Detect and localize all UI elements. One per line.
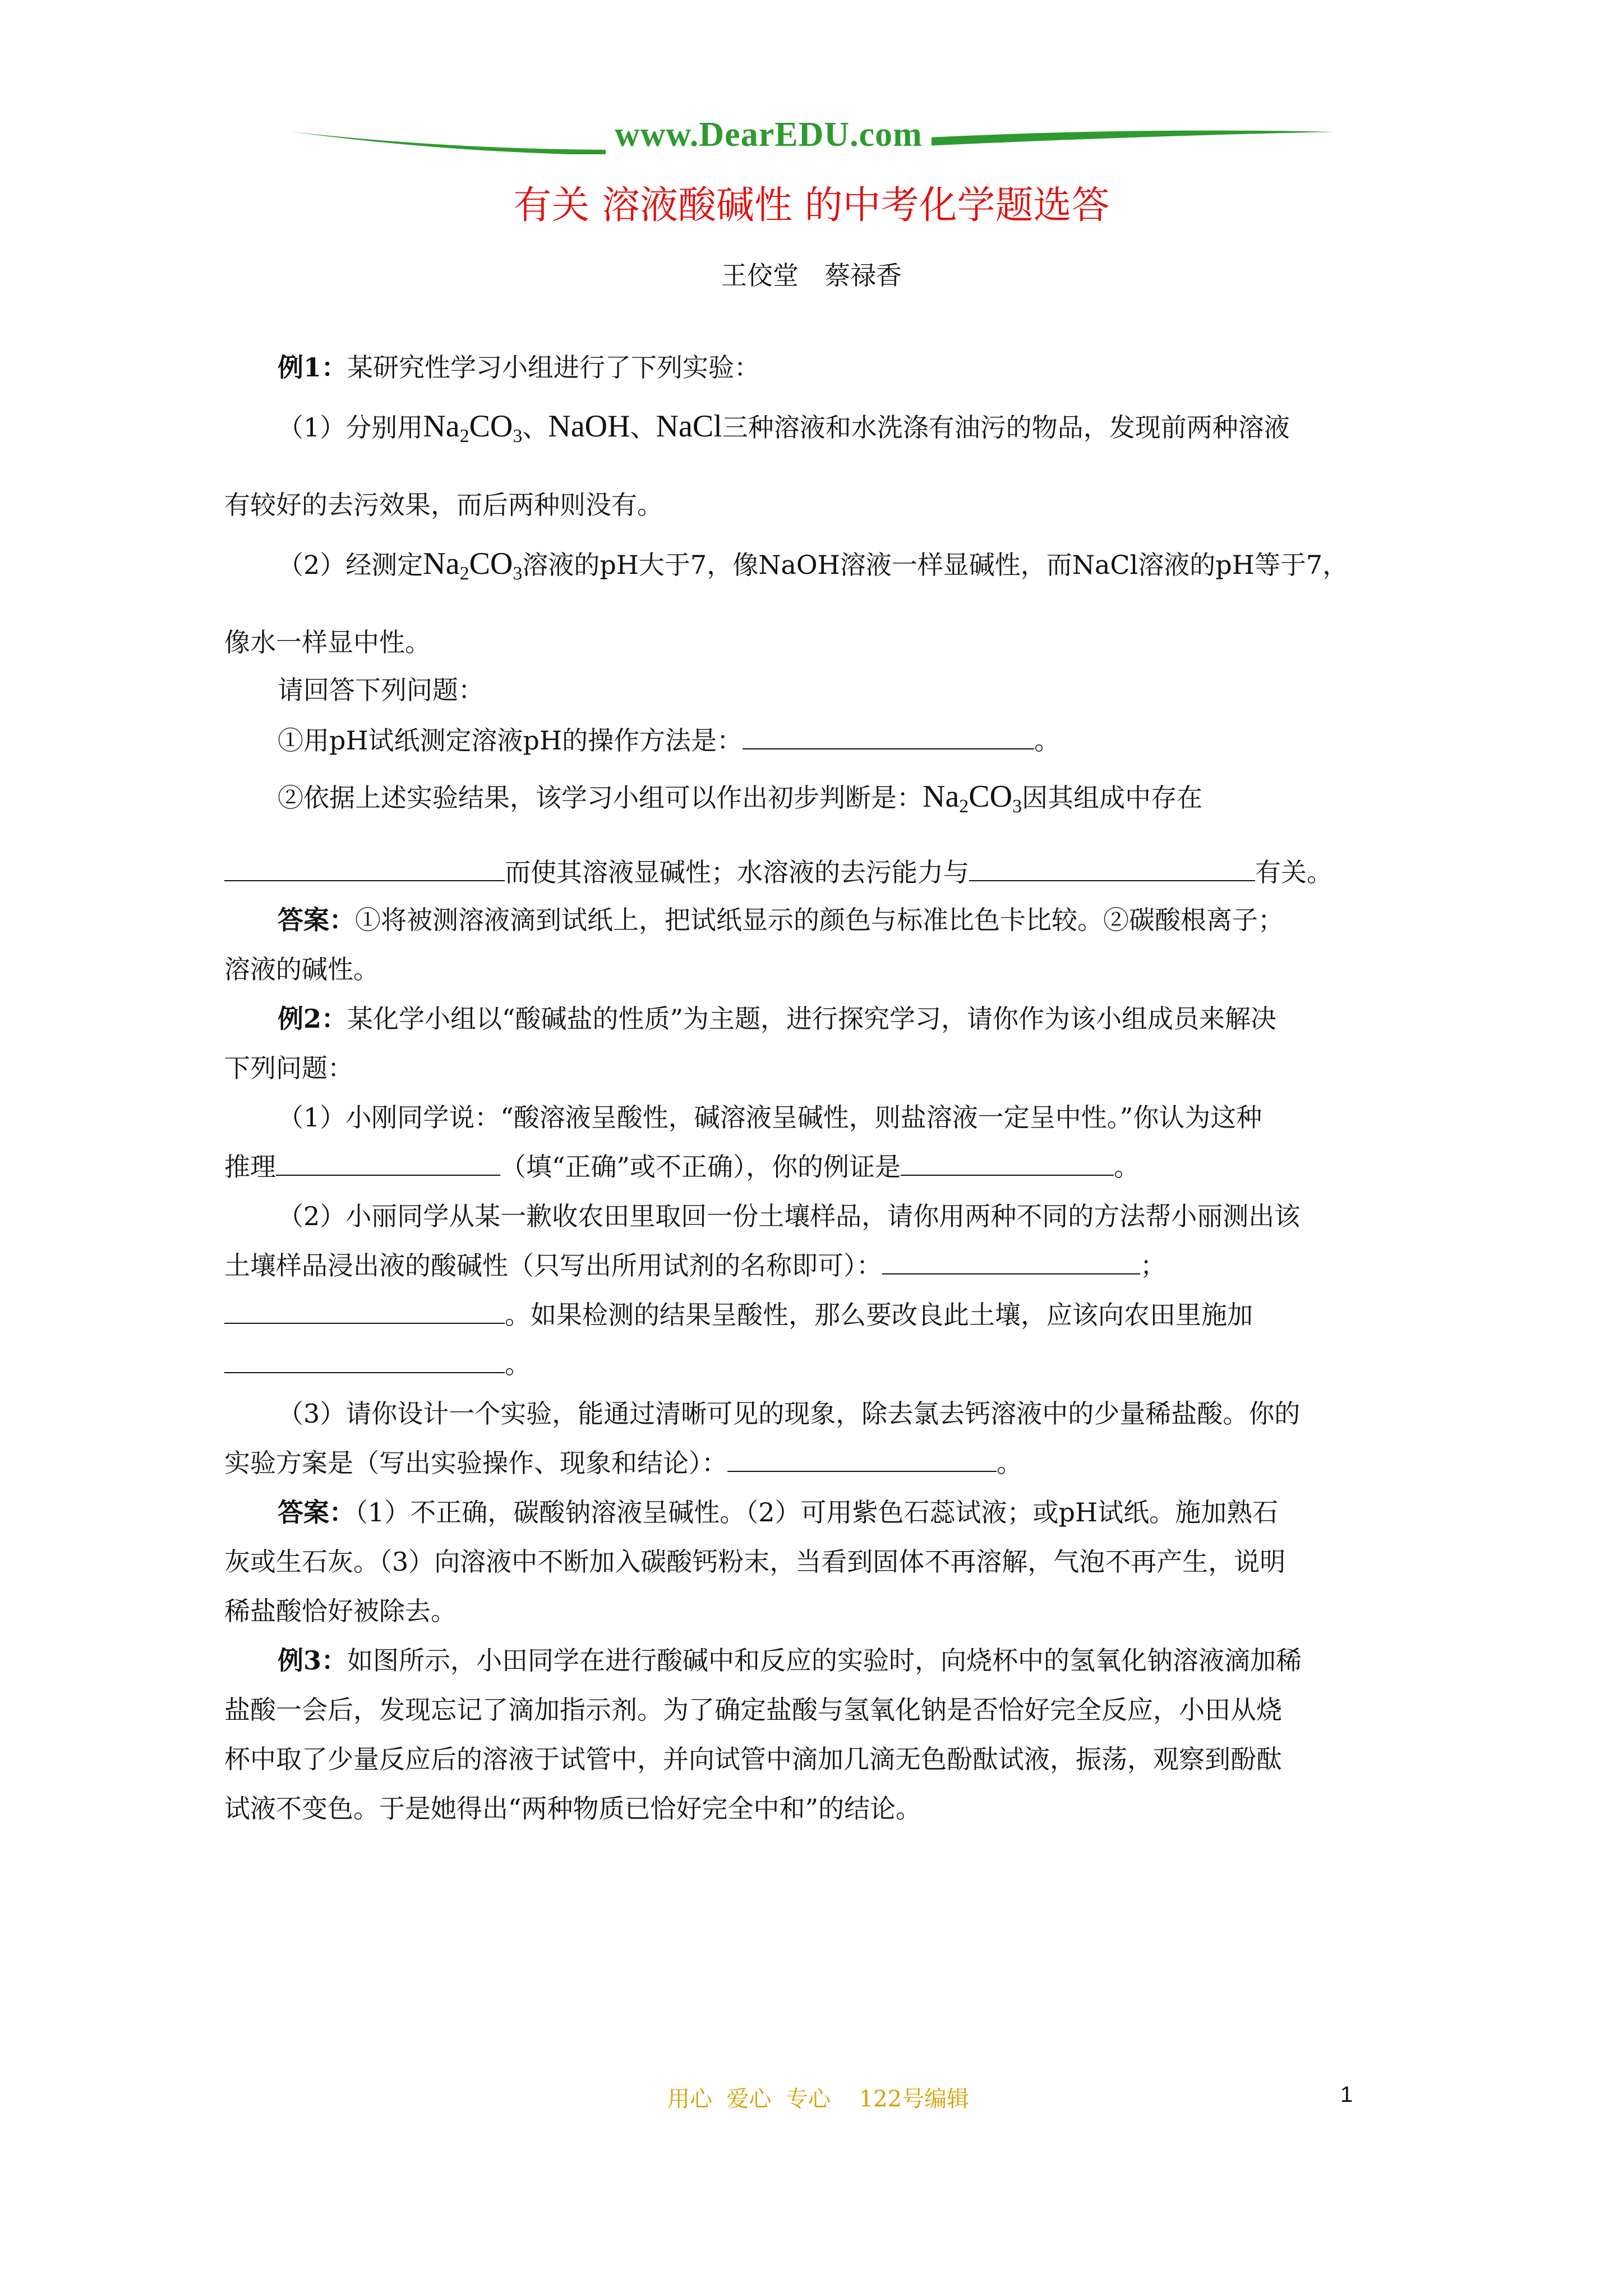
formula-naoh: NaOH [548, 409, 630, 444]
ex2-q1-line2: 推理 （填“正确”或不正确），你的例证是 。 [224, 1152, 1140, 1182]
ex2-intro-line2: 下列问题： [224, 1053, 353, 1083]
formula-na2co3: $Na_2CO_3$ [423, 546, 523, 584]
ex2-q1: （1）小刚同学说：“酸溶液呈酸性，碱溶液呈碱性，则盐溶液一定呈中性。”你认为这种 [278, 1102, 1262, 1133]
page-title: 有关 溶液酸碱性 的中考化学题选答 [513, 183, 1110, 228]
ex1-q2: ②依据上述实验结果，该学习小组可以作出初步判断是：$Na_2CO_3$因其组成中存在 [278, 779, 1203, 817]
page-number: 1 [1340, 2082, 1353, 2107]
ex1-answer: 答案：①将被测溶液滴到试纸上，把试纸显示的颜色与标准比色卡比较。②碳酸根离子； [278, 905, 1284, 935]
ex2-q2: （2）小丽同学从某一歉收农田里取回一份土壤样品，请你用两种不同的方法帮小丽测出该 [278, 1201, 1301, 1231]
ex2-q2-line2: 土壤样品浸出液的酸碱性（只写出所用试剂的名称即可）： ； [224, 1250, 1166, 1281]
ex2-answer: 答案：（1）不正确，碳酸钠溶液呈碱性。（2）可用紫色石蕊试液；或pH试纸。施加熟石 [278, 1497, 1279, 1527]
answer-blank [727, 1448, 997, 1472]
formula-na2co3: $Na_2CO_3$ [423, 409, 523, 447]
answer-label: 答案： [278, 1497, 355, 1527]
ex2-intro: 例2：某化学小组以“酸碱盐的性质”为主题，进行探究学习，请你作为该小组成员来解决 [278, 1004, 1277, 1034]
ex1-p1: （1）分别用$Na_2CO_3$、NaOH、NaCl三种溶液和水洗涤有油污的物品，发现前两种溶液 [278, 409, 1290, 447]
ex1-q1: ①用pH试纸测定溶液pH的操作方法是： 。 [278, 725, 1061, 756]
answer-blank [224, 1350, 505, 1373]
answer-blank [969, 858, 1255, 881]
answer-blank [743, 726, 1034, 749]
ex1-intro: 某研究性学习小组进行了下列实验： [347, 352, 760, 383]
ex2-q3: （3）请你设计一个实验，能通过清晰可见的现象，除去氯去钙溶液中的少量稀盐酸。你的 [278, 1398, 1301, 1429]
ex1-p1-pre: （1）分别用 [278, 412, 423, 443]
answer-blank [882, 1251, 1140, 1274]
ex1-q2-line2: 而使其溶液显碱性；水溶液的去污能力与 有关。 [224, 855, 1332, 889]
ex1-ask: 请回答下列问题： [278, 675, 484, 705]
ex2-q3-line2: 实验方案是（写出实验操作、现象和结论）： 。 [224, 1448, 1022, 1478]
ex3-line1: 例3：如图所示，小田同学在进行酸碱中和反应的实验时，向烧杯中的氢氧化钠溶液滴加稀 [278, 1645, 1302, 1676]
ex3-line4: 试液不变色。于是她得出“两种物质已恰好完全中和”的结论。 [224, 1793, 922, 1824]
ex3-line3: 杯中取了少量反应后的溶液于试管中，并向试管中滴加几滴无色酚酞试液，振荡，观察到酚酞 [224, 1744, 1282, 1774]
ex1-p1-post: 三种溶液和水洗涤有油污的物品，发现前两种溶液 [722, 412, 1290, 443]
formula-na2co3: $Na_2CO_3$ [923, 779, 1022, 817]
ex1-p1-line2: 有较好的去污效果，而后两种则没有。 [224, 490, 663, 520]
ex1-p2-line2: 像水一样显中性。 [224, 627, 431, 657]
site-logo: www.DearEDU.com [606, 115, 932, 155]
ex3-label: 例3： [278, 1645, 348, 1676]
ex2-answer-line3: 稀盐酸恰好被除去。 [224, 1596, 457, 1626]
footer-text: 用心 爱心 专心 122号编辑 [667, 2086, 970, 2112]
ex3-line2: 盐酸一会后，发现忘记了滴加指示剂。为了确定盐酸与氢氧化钠是否恰好完全反应，小田从烧 [224, 1695, 1282, 1725]
ex1-label: 例1： [278, 352, 348, 383]
ex1-intro-line [278, 351, 760, 384]
ex2-label: 例2： [278, 1004, 348, 1034]
ex2-q2-line3: 。如果检测的结果呈酸性，那么要改良此土壤，应该向农田里施加 [224, 1298, 1253, 1332]
authors: 王佼堂 蔡禄香 [721, 260, 902, 291]
ex1-answer-line2: 溶液的碱性。 [224, 954, 379, 984]
ex1-p2: （2）经测定$Na_2CO_3$溶液的pH大于7，像NaOH溶液一样显碱性，而NaCl溶液的pH等于7， [278, 546, 1349, 584]
answer-blank [901, 1152, 1114, 1176]
answer-blank [224, 1300, 505, 1324]
ex2-answer-line2: 灰或生石灰。（3）向溶液中不断加入碳酸钙粉末，当看到固体不再溶解，气泡不再产生，说明 [224, 1547, 1286, 1577]
ex2-q2-line4: 。 [224, 1347, 531, 1381]
answer-blank [224, 858, 505, 881]
answer-blank [276, 1152, 500, 1176]
formula-nacl: NaCl [656, 409, 722, 444]
answer-label: 答案： [278, 905, 355, 935]
